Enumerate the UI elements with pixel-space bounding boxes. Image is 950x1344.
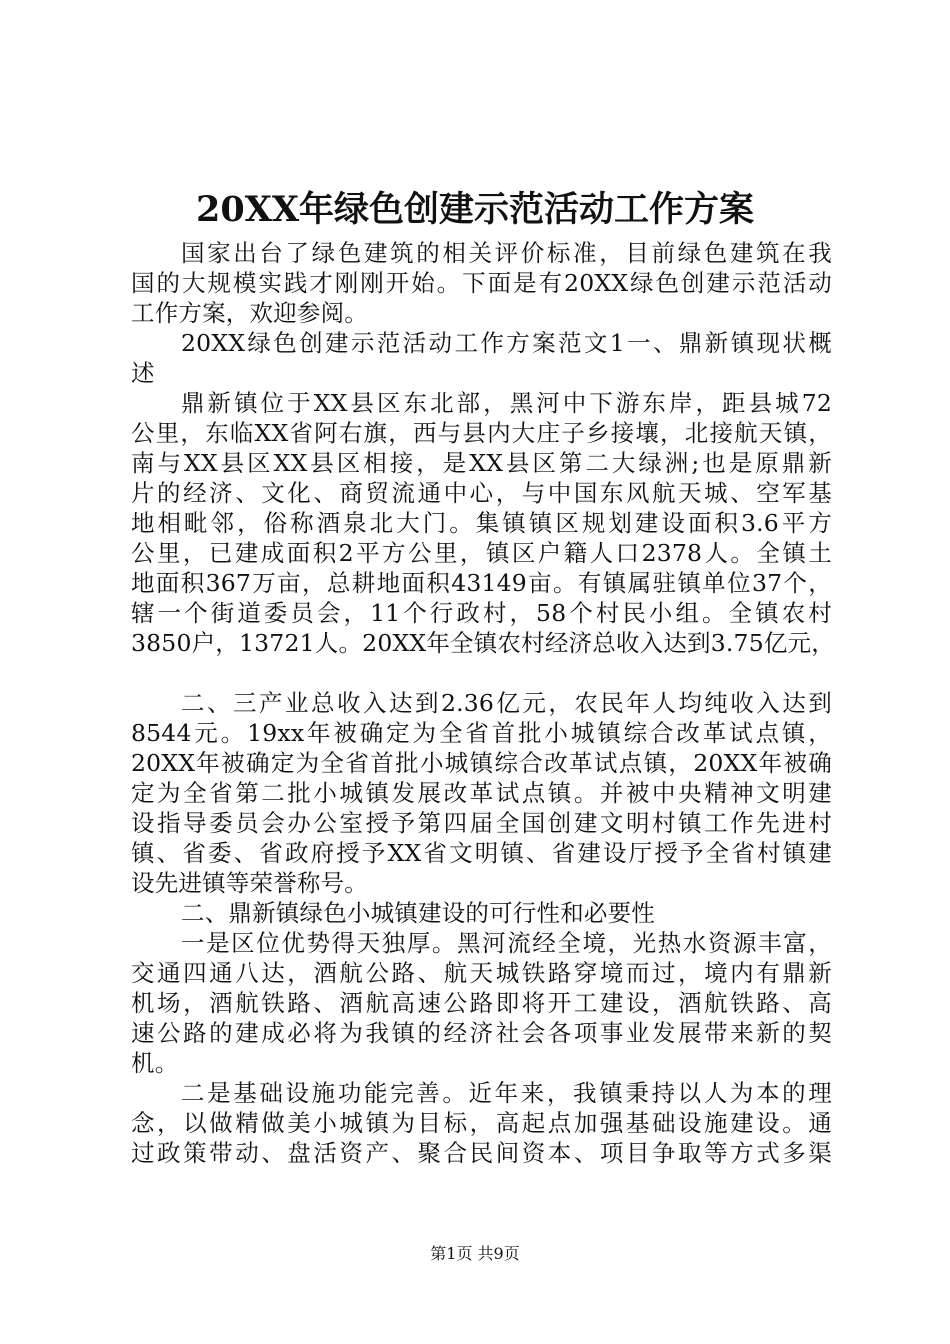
body-text-line: 述 <box>131 359 155 387</box>
body-text-line: 二、鼎新镇绿色小城镇建设的可行性和必要性 <box>181 899 655 927</box>
body-text-line: 过政策带动、盘活资产、聚合民间资本、项目争取等方式多渠 <box>131 1139 832 1167</box>
page-footer: 第1页 共9页 <box>430 1244 520 1263</box>
body-text-line: 南与XX县区XX县区相接，是XX县区第二大绿洲;也是原鼎新 <box>131 449 832 477</box>
body-text-line: 片的经济、文化、商贸流通中心，与中国东风航天城、空军基 <box>131 479 832 507</box>
body-text-line: 国的大规模实践才刚刚开始。下面是有20XX绿色创建示范活动 <box>131 269 832 297</box>
body-text-line: 20XX年被确定为全省首批小城镇综合改革试点镇，20XX年被确 <box>131 749 832 777</box>
body-text-line: 一是区位优势得天独厚。黑河流经全境，光热水资源丰富， <box>181 929 832 957</box>
body-text-line: 国家出台了绿色建筑的相关评价标准，目前绿色建筑在我 <box>181 239 832 267</box>
body-text-line: 二、三产业总收入达到2.36亿元，农民年人均纯收入达到 <box>181 689 832 717</box>
document-body <box>131 238 835 1168</box>
body-text-line: 镇、省委、省政府授予XX省文明镇、省建设厅授予全省村镇建 <box>131 839 832 867</box>
body-text-line: 工作方案，欢迎参阅。 <box>131 299 368 327</box>
body-text-line: 设指导委员会办公室授予第四届全国创建文明村镇工作先进村 <box>131 809 832 837</box>
body-text-line: 设先进镇等荣誉称号。 <box>131 869 368 897</box>
body-text-line: 地面积367万亩，总耕地面积43149亩。有镇属驻镇单位37个， <box>131 569 832 597</box>
document-title: 20XX年绿色创建示范活动工作方案 <box>195 189 755 230</box>
body-text-line: 定为全省第二批小城镇发展改革试点镇。并被中央精神文明建 <box>131 779 832 807</box>
body-text-line: 地相毗邻，俗称酒泉北大门。集镇镇区规划建设面积3.6平方 <box>131 509 832 537</box>
body-text-line: 8544元。19xx年被确定为全省首批小城镇综合改革试点镇， <box>131 719 832 747</box>
body-text-line: 辖一个街道委员会，11个行政村，58个村民小组。全镇农村 <box>131 599 832 627</box>
body-text-line: 二是基础设施功能完善。近年来，我镇秉持以人为本的理 <box>181 1079 832 1107</box>
body-text-line: 鼎新镇位于XX县区东北部，黑河中下游东岸，距县城72 <box>181 389 832 417</box>
body-text-line: 机。 <box>131 1049 179 1077</box>
body-text-line: 公里，东临XX省阿右旗，西与县内大庄子乡接壤，北接航天镇， <box>131 419 832 447</box>
body-text-line: 交通四通八达，酒航公路、航天城铁路穿境而过，境内有鼎新 <box>131 959 832 987</box>
body-text-line: 3850户，13721人。20XX年全镇农村经济总收入达到3.75亿元， <box>131 629 835 657</box>
body-text-line: 20XX绿色创建示范活动工作方案范文1一、鼎新镇现状概 <box>181 329 832 357</box>
blank-line <box>131 658 832 688</box>
body-text-line: 念，以做精做美小城镇为目标，高起点加强基础设施建设。通 <box>131 1109 832 1137</box>
body-text-line: 速公路的建成必将为我镇的经济社会各项事业发展带来新的契 <box>131 1019 832 1047</box>
body-text-line: 公里，已建成面积2平方公里，镇区户籍人口2378人。全镇土 <box>131 539 832 567</box>
body-text-line: 机场，酒航铁路、酒航高速公路即将开工建设，酒航铁路、高 <box>131 989 832 1017</box>
